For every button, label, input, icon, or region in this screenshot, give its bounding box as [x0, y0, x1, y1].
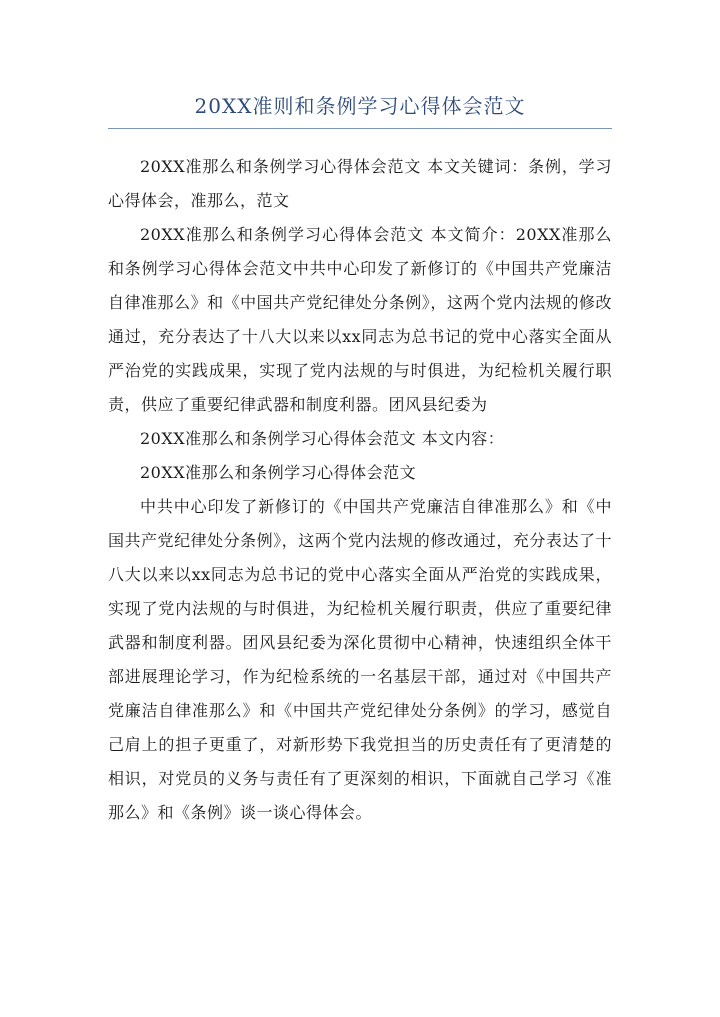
document-body	[108, 150, 612, 830]
paragraph-content-label: 20XX准那么和条例学习心得体会范文 本文内容：	[140, 429, 505, 448]
paragraph-main: 中共中心印发了新修订的《中国共产党廉洁自律准那么》和《中国共产党纪律处分条例》，这两个党内法规的修改通过，充分表达了十八大以来以xx同志为总书记的党中心落实全面从严治党的实践成果，实现了党内法规的与时俱进，为纪检机关履行职责，供应了重要纪律武器和制度利器。团风县纪委为深化贯彻中心精神，快速组织全体干部进展理论学习，作为纪检系统的一名基层干部，通过对《中国共产党廉洁自律准那么》和《中国共产党纪律处分条例》的学习，感觉自己肩上的担子更重了，对新形势下我党担当的历史责任有了更清楚的相识，对党员的义务与责任有了更深刻的相识，下面就自己学习《准那么》和《条例》谈一谈心得体会。	[108, 497, 612, 822]
paragraph-keywords: 20XX准那么和条例学习心得体会范文 本文关键词：条例，学习心得体会，准那么，范文	[108, 157, 612, 210]
paragraph-subtitle: 20XX准那么和条例学习心得体会范文	[140, 463, 417, 482]
document-title: 20XX准则和条例学习心得体会范文	[194, 94, 526, 118]
title-divider	[108, 128, 612, 129]
paragraph-summary: 20XX准那么和条例学习心得体会范文 本文简介：20XX准那么和条例学习心得体会范文中共中心印发了新修订的《中国共产党廉洁自律准那么》和《中国共产党纪律处分条例》，这两个党内法规的修改通过，充分表达了十八大以来以xx同志为总书记的党中心落实全面从严治党的实践成果，实现了党内法规的与时俱进，为纪检机关履行职责，供应了重要纪律武器和制度利器。团风县纪委为	[108, 225, 612, 414]
